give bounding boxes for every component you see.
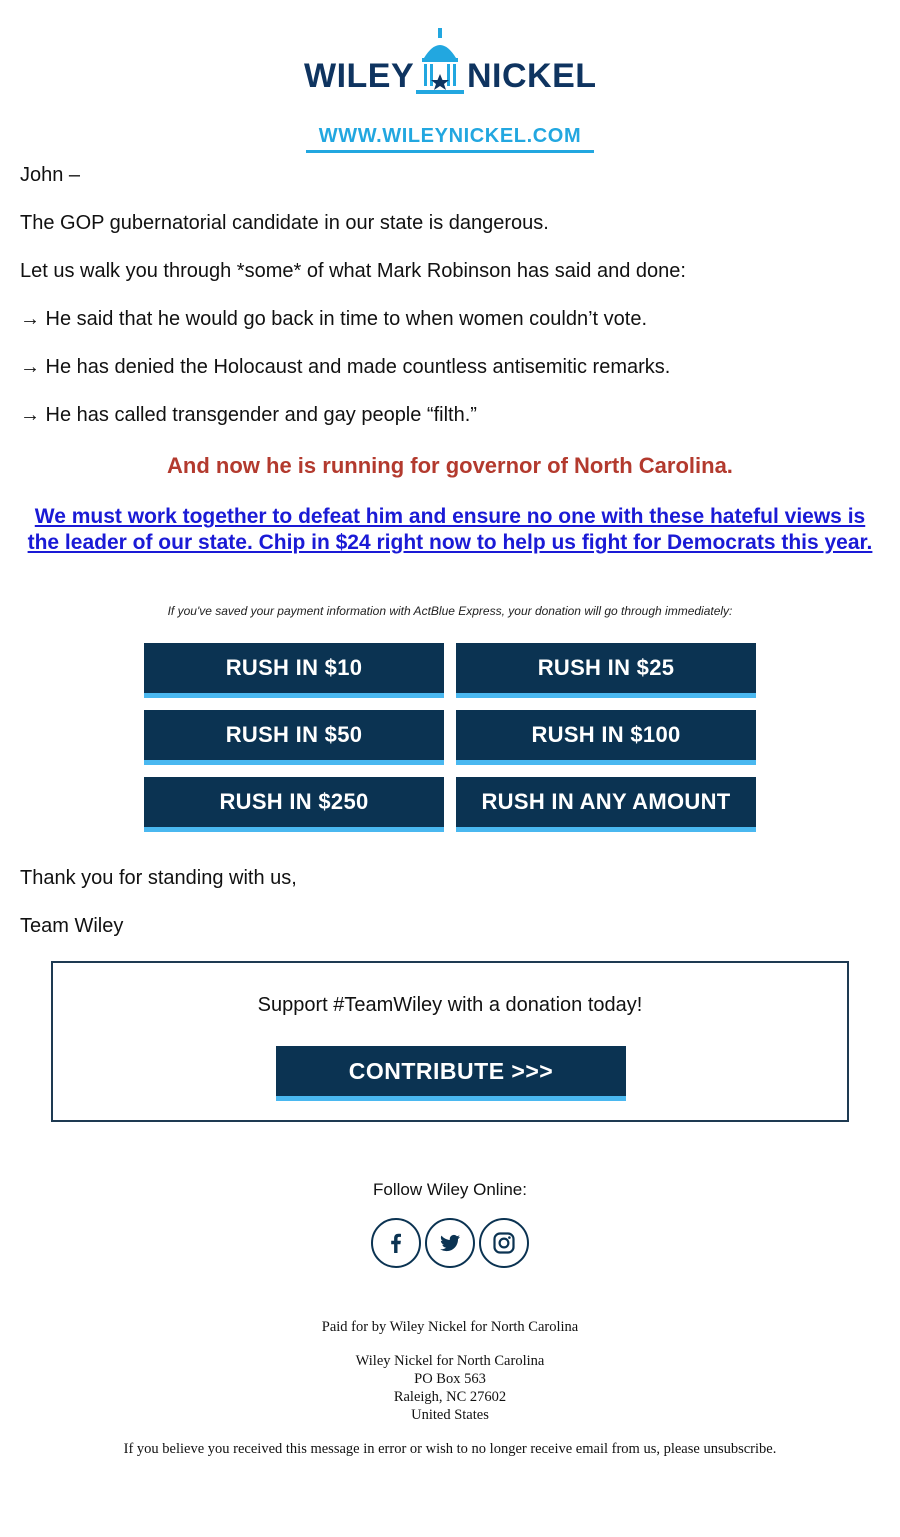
facebook-link[interactable] [371,1218,421,1268]
logo-url-main: WWW.WILEYNICKEL [318,125,527,147]
support-text: Support #TeamWiley with a donation today! [257,994,643,1016]
donate-10-button[interactable]: RUSH IN $10 [144,643,444,698]
campaign-logo[interactable] [0,28,900,147]
logo-url-tld: .COM [526,125,582,147]
twitter-link[interactable] [425,1218,475,1268]
thanks-line: Thank you for standing with us, [20,867,297,889]
instagram-link[interactable] [479,1218,529,1268]
logo-underline [306,150,594,153]
donate-25-button[interactable]: RUSH IN $25 [456,643,756,698]
greeting: John – [20,164,81,186]
logo-url [306,124,594,148]
donate-any-amount-button[interactable]: RUSH IN ANY AMOUNT [456,777,756,832]
follow-label: Follow Wiley Online: [373,1180,527,1199]
address-line: PO Box 563 [414,1371,486,1387]
contribute-button[interactable]: CONTRIBUTE >>> [276,1046,626,1101]
bullet-item: → He has called transgender and gay people “filth.” [20,404,477,426]
unsubscribe-text[interactable]: If you believe you received this message in error or wish to no longer receive email from us, please unsubscribe. [123,1441,777,1457]
actblue-express-note: If you've saved your payment information with ActBlue Express, your donation will go through immediately: [167,604,733,618]
donate-50-button[interactable]: RUSH IN $50 [144,710,444,765]
address-line: Wiley Nickel for North Carolina [355,1353,545,1369]
donate-250-button[interactable]: RUSH IN $250 [144,777,444,832]
donate-100-button[interactable]: RUSH IN $100 [456,710,756,765]
headline: And now he is running for governor of North Carolina. [167,453,733,478]
paid-for-disclaimer: Paid for by Wiley Nickel for North Carolina [321,1319,579,1335]
intro-line: The GOP gubernatorial candidate in our state is dangerous. [20,212,549,234]
support-box [51,961,849,1122]
donate-link[interactable]: We must work together to defeat him and ensure no one with these hateful views is the leader of our state. Chip in $24 right now to help us fight for Democrats this year. [27,505,873,554]
capitol-dome-icon [410,28,470,98]
signature: Team Wiley [20,915,124,937]
address-line: United States [411,1407,489,1423]
bullet-item: → He said that he would go back in time to when women couldn’t vote. [20,308,648,330]
logo-name-right: NICKEL [467,57,597,95]
logo-name-left: WILEY [304,57,415,95]
facebook-icon [384,1231,408,1255]
walkthrough-line: Let us walk you through *some* of what Mark Robinson has said and done: [20,260,686,282]
twitter-icon [438,1231,462,1255]
address-line: Raleigh, NC 27602 [393,1389,507,1405]
bullet-item: → He has denied the Holocaust and made countless antisemitic remarks. [20,356,671,378]
instagram-icon [492,1231,516,1255]
